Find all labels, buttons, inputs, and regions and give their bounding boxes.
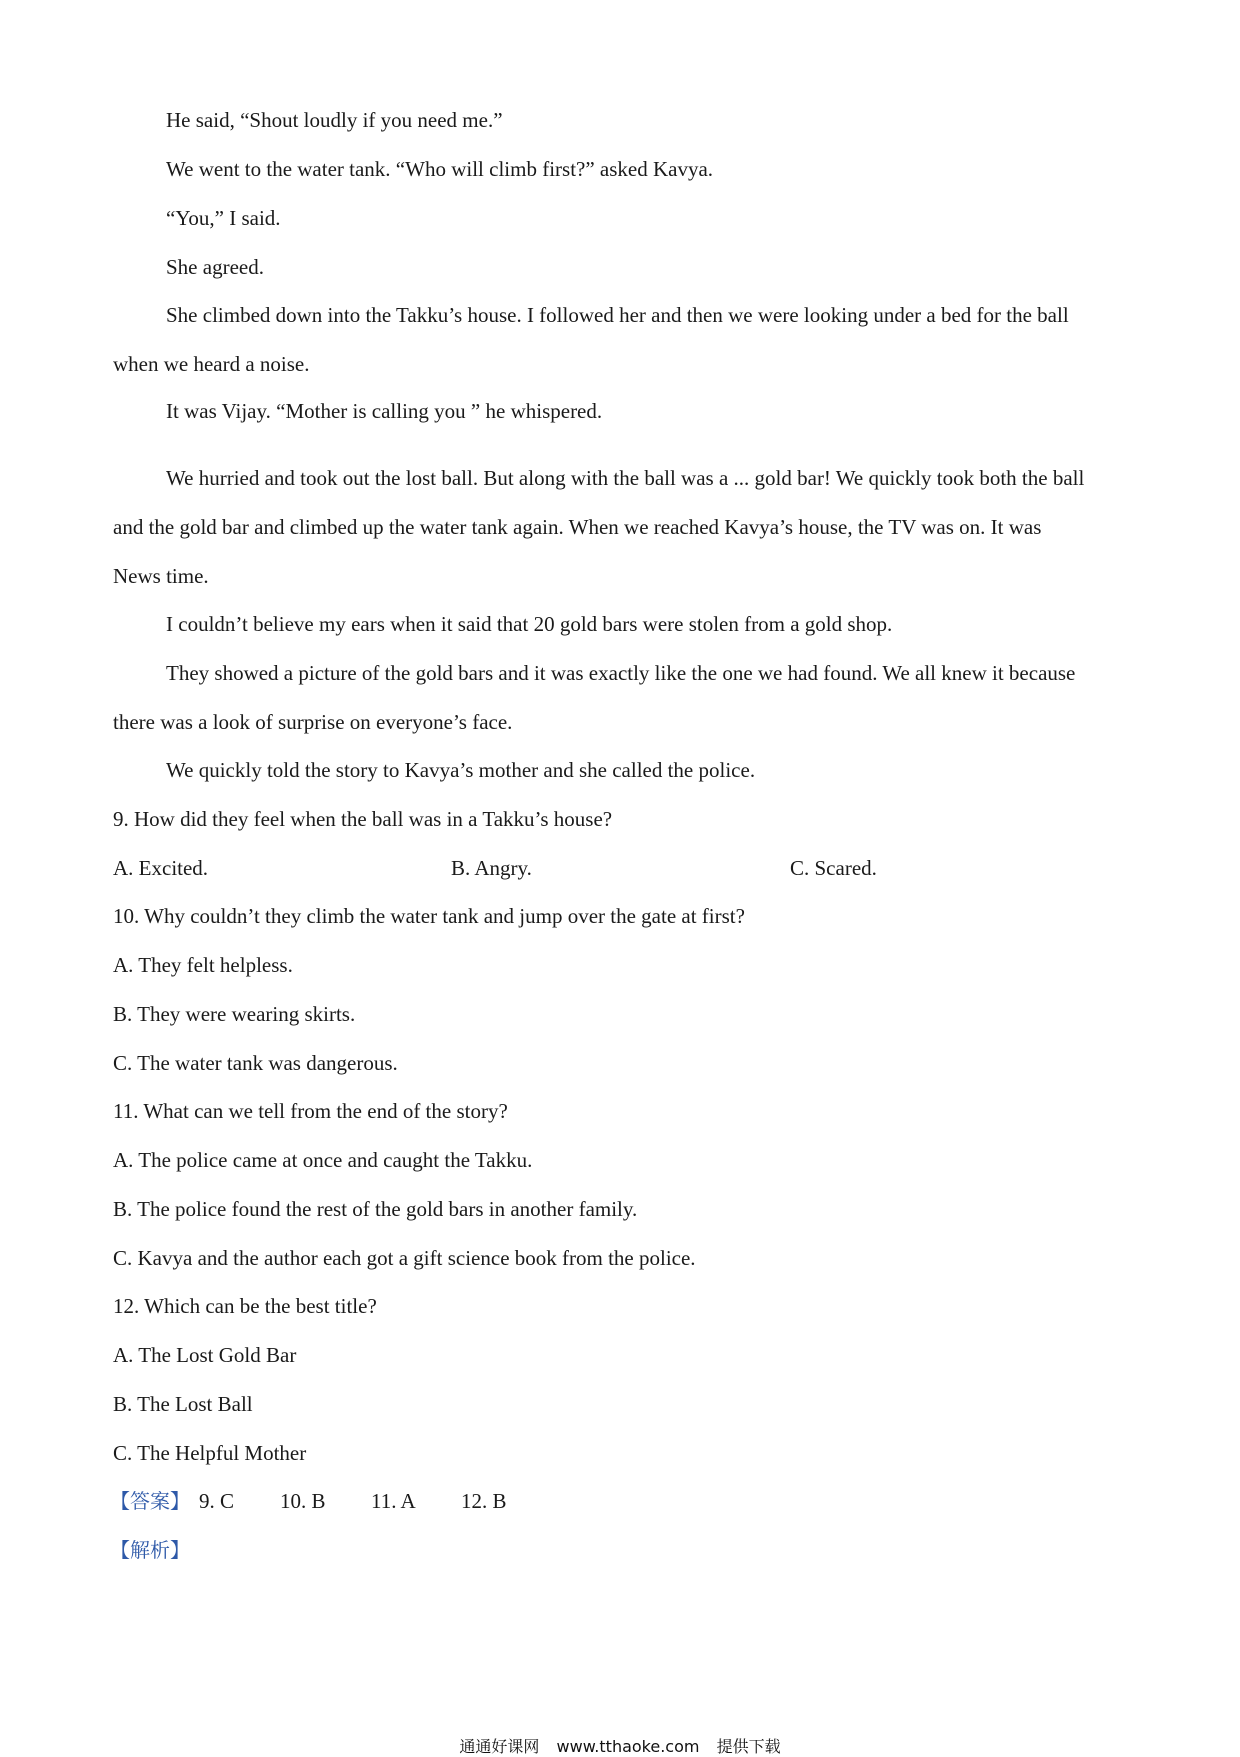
option-c: C. Scared. <box>790 856 877 880</box>
answer-label: 【答案】 <box>110 1489 190 1513</box>
option-a: A. The Lost Gold Bar <box>113 1343 297 1367</box>
question-stem: 10. Why couldn’t they climb the water tank and jump over the gate at first? <box>113 904 745 928</box>
answer-item: 9. C <box>199 1489 235 1513</box>
footer-note: 提供下载 <box>716 1737 781 1756</box>
story-paragraph: “You,” I said. <box>166 206 281 230</box>
option-a: A. They felt helpless. <box>113 953 293 977</box>
option-a: A. Excited. <box>113 856 209 880</box>
question-stem: 9. How did they feel when the ball was in a Takku’s house? <box>113 807 613 831</box>
option-a: A. The police came at once and caught the Takku. <box>113 1148 533 1172</box>
question-stem: 12. Which can be the best title? <box>113 1294 377 1318</box>
story-paragraph: He said, “Shout loudly if you need me.” <box>166 108 503 132</box>
story-paragraph: We went to the water tank. “Who will climb first?” asked Kavya. <box>166 157 714 181</box>
answer-item: 11. A <box>371 1489 416 1513</box>
footer-site-name: 通通好课网 <box>459 1737 540 1756</box>
footer-url[interactable]: www.tthaoke.com <box>556 1737 700 1756</box>
option-c: C. Kavya and the author each got a gift science book from the police. <box>113 1246 696 1270</box>
story-paragraph-continuation: when we heard a noise. <box>113 352 310 376</box>
story-paragraph: We hurried and took out the lost ball. But along with the ball was a ... gold bar! We quickly took both the ball <box>166 466 1085 490</box>
story-paragraph: She climbed down into the Takku’s house. I followed her and then we were looking under a bed for the ball <box>166 303 1069 327</box>
story-paragraph: They showed a picture of the gold bars and it was exactly like the one we had found. We all knew it because <box>166 661 1076 685</box>
story-paragraph: I couldn’t believe my ears when it said that 20 gold bars were stolen from a gold shop. <box>166 612 893 636</box>
option-b: B. They were wearing skirts. <box>113 1002 356 1026</box>
answer-item: 12. B <box>461 1489 507 1513</box>
question-stem: 11. What can we tell from the end of the story? <box>113 1099 508 1123</box>
story-paragraph: We quickly told the story to Kavya’s mother and she called the police. <box>166 758 756 782</box>
option-c: C. The Helpful Mother <box>113 1441 307 1465</box>
story-paragraph-continuation: and the gold bar and climbed up the water tank again. When we reached Kavya’s house, the TV was on. It was <box>113 515 1042 539</box>
answer-item: 10. B <box>280 1489 326 1513</box>
option-b: B. Angry. <box>451 856 532 880</box>
option-c: C. The water tank was dangerous. <box>113 1051 398 1075</box>
analysis-label: 【解析】 <box>110 1538 190 1562</box>
option-b: B. The Lost Ball <box>113 1392 253 1416</box>
story-paragraph-continuation: News time. <box>113 564 209 588</box>
story-paragraph-continuation: there was a look of surprise on everyone’s face. <box>113 710 513 734</box>
story-paragraph: It was Vijay. “Mother is calling you ” he whispered. <box>166 399 603 423</box>
story-paragraph: She agreed. <box>166 255 264 279</box>
option-b: B. The police found the rest of the gold bars in another family. <box>113 1197 638 1221</box>
